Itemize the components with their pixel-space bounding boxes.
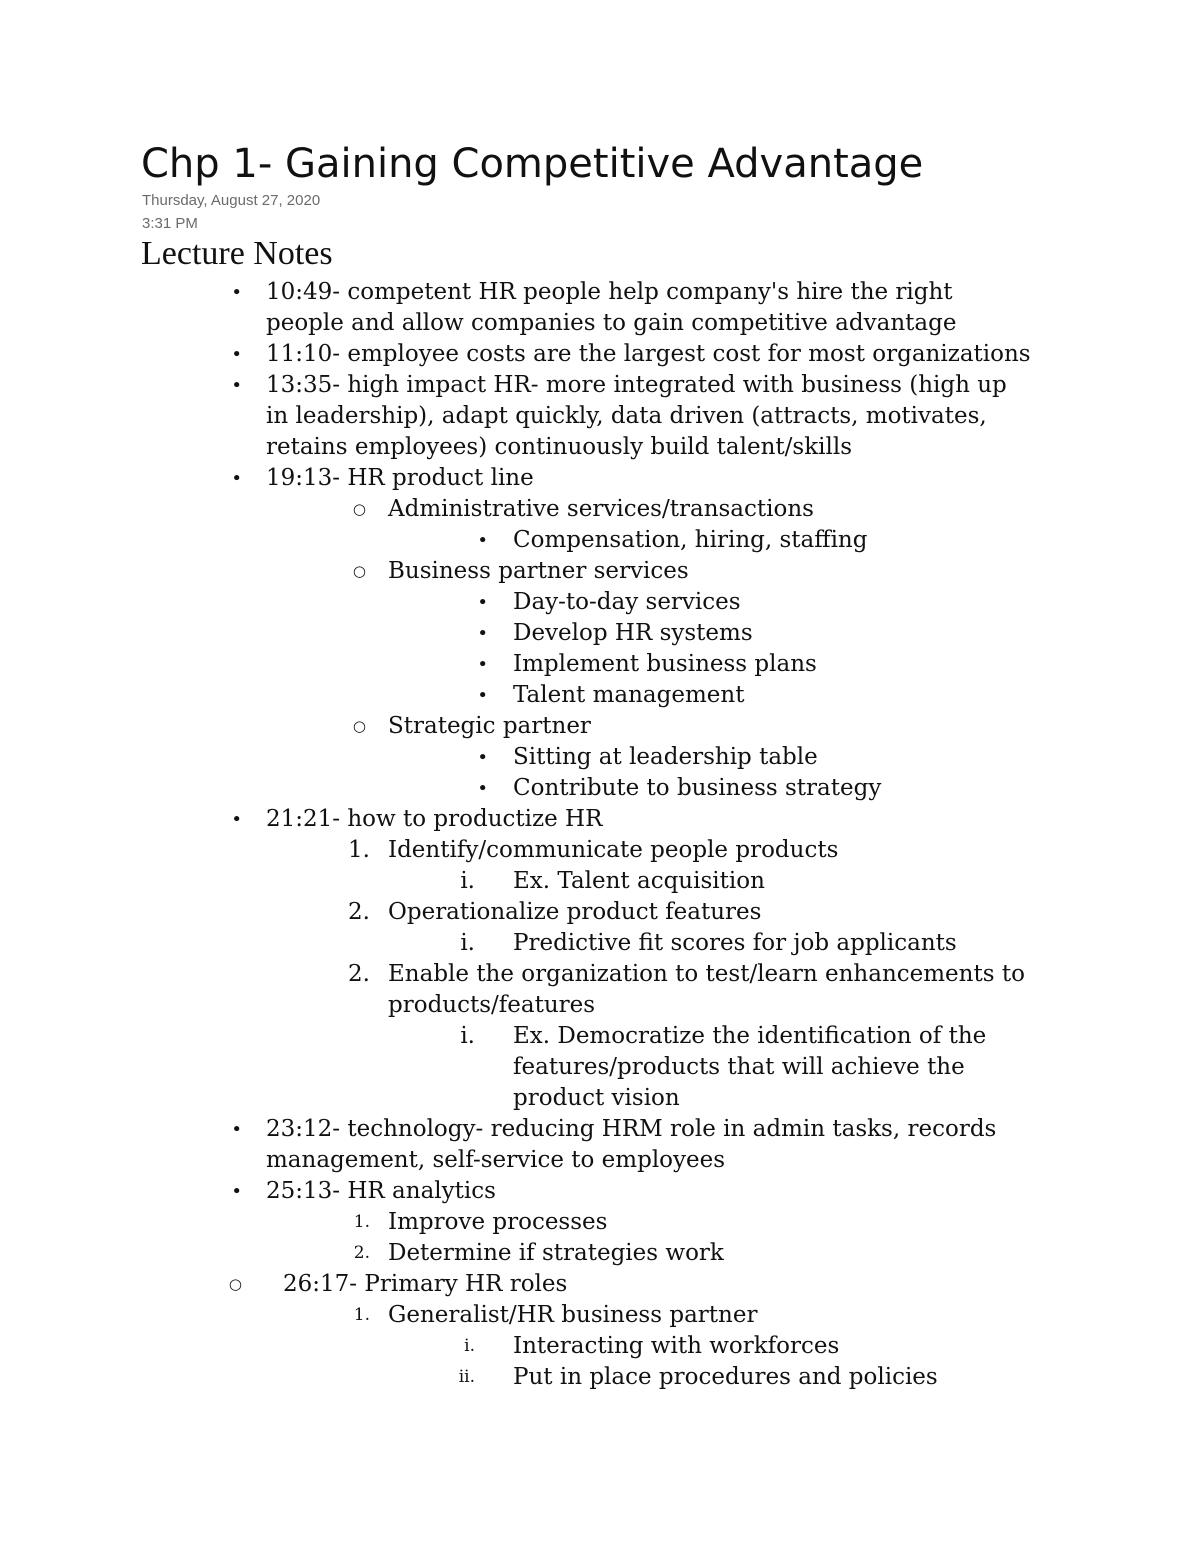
bullet-marker: • [231, 468, 242, 489]
bullet-marker: • [477, 778, 488, 799]
list-item [0, 1331, 1200, 1362]
circle-bullet-marker: ○ [352, 717, 366, 735]
number-marker: 1. [353, 1305, 370, 1325]
number-marker: 2. [348, 899, 370, 925]
list-item-text: Sitting at leadership table [513, 744, 818, 770]
list-item-text: 13:35- high impact HR- more integrated with business (high up [266, 372, 1007, 398]
list-item [0, 370, 1200, 401]
list-item-text: Identify/communicate people products [388, 837, 839, 863]
list-item-text: products/features [388, 992, 596, 1018]
bullet-marker: • [477, 623, 488, 644]
list-item-text: 10:49- competent HR people help company's hire the right [266, 279, 953, 305]
list-item [0, 1021, 1200, 1052]
notes-outline [0, 277, 1200, 1393]
list-item [0, 928, 1200, 959]
list-item-text: Day-to-day services [513, 589, 741, 615]
list-item-text: product vision [513, 1085, 680, 1111]
circle-bullet-marker: ○ [352, 562, 366, 580]
list-item-text: Generalist/HR business partner [388, 1302, 758, 1328]
list-item [0, 959, 1200, 990]
list-item-text: 21:21- how to productize HR [266, 806, 603, 832]
list-item-text: Business partner services [388, 558, 689, 584]
list-item [0, 773, 1200, 804]
list-item-text: retains employees) continuously build talent/skills [266, 434, 853, 460]
list-item [0, 494, 1200, 525]
list-item-text: Ex. Talent acquisition [513, 868, 765, 894]
list-item-text: Strategic partner [388, 713, 591, 739]
list-item [0, 680, 1200, 711]
roman-marker: i. [460, 930, 475, 956]
list-item-text: Predictive fit scores for job applicants [513, 930, 957, 956]
list-item [0, 1114, 1200, 1145]
list-item-text: Operationalize product features [388, 899, 762, 925]
page-title: Chp 1- Gaining Competitive Advantage [141, 141, 924, 187]
list-item [0, 463, 1200, 494]
list-item [0, 1145, 1200, 1176]
list-item [0, 1176, 1200, 1207]
list-item [0, 804, 1200, 835]
bullet-marker: • [231, 375, 242, 396]
list-item [0, 618, 1200, 649]
list-item-text: 26:17- Primary HR roles [283, 1271, 568, 1297]
number-marker: 1. [353, 1212, 370, 1232]
number-marker: 2. [348, 961, 370, 987]
list-item [0, 897, 1200, 928]
list-item-text: Compensation, hiring, staffing [513, 527, 868, 553]
list-item [0, 711, 1200, 742]
list-item [0, 1269, 1200, 1300]
list-item-text: in leadership), adapt quickly, data driven (attracts, motivates, [266, 403, 987, 429]
list-item [0, 990, 1200, 1021]
list-item-text: 19:13- HR product line [266, 465, 534, 491]
bullet-marker: • [231, 344, 242, 365]
bullet-marker: • [477, 654, 488, 675]
list-item [0, 742, 1200, 773]
bullet-marker: • [231, 1119, 242, 1140]
list-item-text: management, self-service to employees [266, 1147, 726, 1173]
list-item-text: Talent management [513, 682, 745, 708]
list-item-text: Contribute to business strategy [513, 775, 882, 801]
page-time: 3:31 PM [142, 215, 198, 232]
list-item [0, 866, 1200, 897]
list-item-text: 25:13- HR analytics [266, 1178, 496, 1204]
circle-bullet-marker: ○ [228, 1275, 242, 1293]
list-item [0, 1083, 1200, 1114]
bullet-marker: • [477, 747, 488, 768]
list-item-text: Implement business plans [513, 651, 817, 677]
list-item [0, 432, 1200, 463]
bullet-marker: • [231, 282, 242, 303]
list-item [0, 649, 1200, 680]
circle-bullet-marker: ○ [352, 500, 366, 518]
list-item [0, 1052, 1200, 1083]
list-item-text: Develop HR systems [513, 620, 753, 646]
number-marker: 2. [353, 1243, 370, 1263]
list-item-text: Improve processes [388, 1209, 608, 1235]
number-marker: 1. [348, 837, 370, 863]
list-item [0, 401, 1200, 432]
list-item [0, 339, 1200, 370]
bullet-marker: • [477, 592, 488, 613]
list-item-text: Determine if strategies work [388, 1240, 724, 1266]
list-item [0, 835, 1200, 866]
list-item [0, 1238, 1200, 1269]
list-item [0, 277, 1200, 308]
roman-marker: i. [460, 868, 475, 894]
list-item-text: 23:12- technology- reducing HRM role in admin tasks, records [266, 1116, 997, 1142]
list-item-text: Put in place procedures and policies [513, 1364, 938, 1390]
roman-marker: i. [464, 1336, 475, 1356]
bullet-marker: • [477, 530, 488, 551]
list-item-text: Ex. Democratize the identification of the [513, 1023, 987, 1049]
section-heading: Lecture Notes [141, 235, 333, 272]
list-item [0, 525, 1200, 556]
list-item [0, 587, 1200, 618]
list-item-text: 11:10- employee costs are the largest cost for most organizations [266, 341, 1031, 367]
roman-marker: i. [460, 1023, 475, 1049]
list-item [0, 1300, 1200, 1331]
bullet-marker: • [231, 809, 242, 830]
list-item-text: Administrative services/transactions [388, 496, 814, 522]
page-date: Thursday, August 27, 2020 [142, 192, 321, 209]
list-item [0, 556, 1200, 587]
list-item [0, 308, 1200, 339]
list-item [0, 1362, 1200, 1393]
list-item-text: Interacting with workforces [513, 1333, 840, 1359]
list-item [0, 1207, 1200, 1238]
bullet-marker: • [231, 1181, 242, 1202]
list-item-text: Enable the organization to test/learn enhancements to [388, 961, 1025, 987]
roman-marker: ii. [458, 1367, 475, 1387]
list-item-text: people and allow companies to gain competitive advantage [266, 310, 957, 336]
list-item-text: features/products that will achieve the [513, 1054, 965, 1080]
bullet-marker: • [477, 685, 488, 706]
